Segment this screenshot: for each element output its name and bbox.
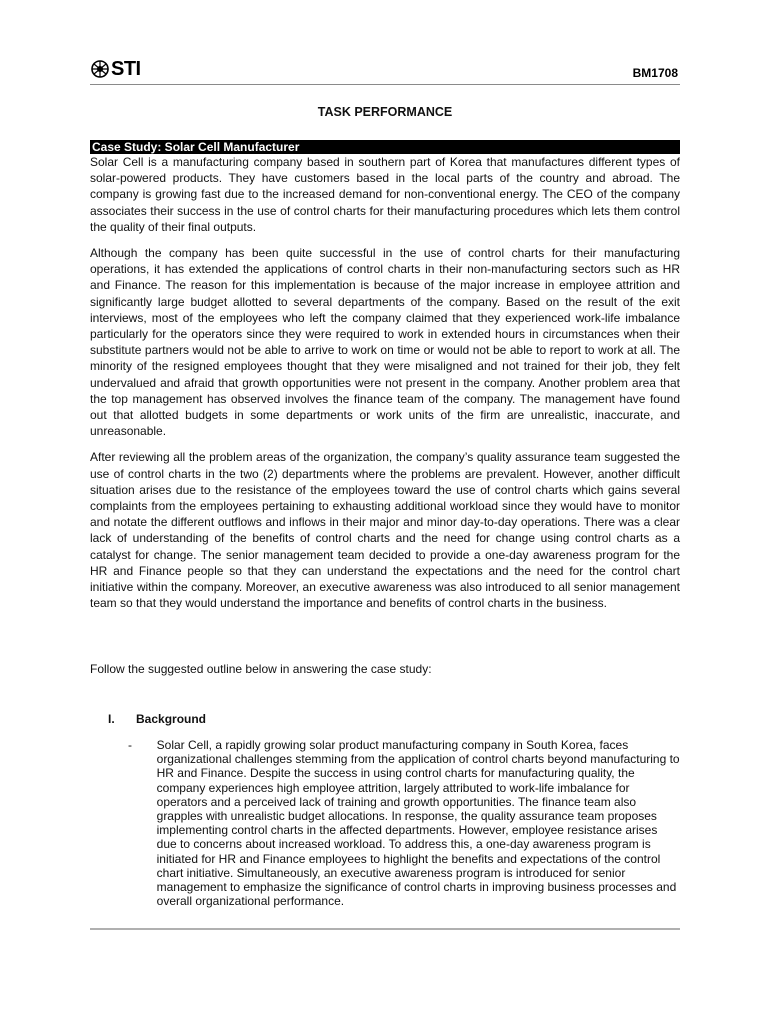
background-answer: Solar Cell, a rapidly growing solar product manufacturing company in South Korea, faces organizational challenges stemming from the application of control charts beyond manufacturing to HR and Finance. Despite the success in using control charts for manufacturing quality, the company experiences high employee attrition, largely attributed to work-life imbalance for operators and a perceived lack of training and growth opportunities. The finance team also grapples with unrealistic budget allocations. In response, the quality assurance team proposes implementing control charts in the affected departments. However, employee resistance arises due to concerns about increased workload. To address this, a one-day awareness program is initiated for HR and Finance employees to highlight the benefits and expectations of the control chart initiative. Simultaneously, an executive awareness program is introduced for senior management to emphasize the significance of control charts in improving business processes and overall organizational performance. xyxy=(156,738,680,909)
case-paragraph-2: Although the company has been quite successful in the use of control charts for their manufacturing operations, it has extended the applications of control charts in their non-manufacturing sectors such as HR and Finance. The reason for this implementation is because of the major increase in employee attrition and significantly large budget allotted to several departments of the company. Based on the result of the exit interviews, most of the employees who left the company claimed that they experienced work-life imbalance particularly for the operators since they were required to work in extended hours in circumstances when their substitute partners would not be able to arrive to work on time or would not be able to report to work at all. The minority of the resigned employees thought that they were misaligned and not trained for their job, they felt undervalued and afraid that growth opportunities were not present in the company. Another problem area that the top management has observed involves the finance team of the company. The management have found out that allotted budgets in some departments or work units of the firm are unrealistic, inaccurate, and unreasonable. xyxy=(90,246,680,439)
outline-instruction: Follow the suggested outline below in answering the case study: xyxy=(90,662,432,676)
header-divider xyxy=(90,84,680,85)
case-paragraph-1: Solar Cell is a manufacturing company based in southern part of Korea that manufactures different types of solar-powered products. They have customers based in the local parts of the country and abroad. The company is growing fast due to the increased demand for non-conventional energy. The CEO of the company associates their success in the use of control charts for their manufacturing procedures which lets them control the quality of their final outputs. xyxy=(90,155,680,234)
logo-text: STI xyxy=(111,58,141,80)
page-header xyxy=(90,54,680,84)
section-number: I. xyxy=(108,712,115,726)
list-item xyxy=(128,738,680,908)
page-title: TASK PERFORMANCE xyxy=(317,105,453,119)
logo-emblem-icon xyxy=(90,59,110,79)
case-study-section xyxy=(90,140,680,621)
section-heading xyxy=(108,712,206,726)
bullet-marker: - xyxy=(128,738,132,752)
footer-divider xyxy=(90,928,680,930)
document-code: BM1708 xyxy=(632,66,678,80)
sti-logo xyxy=(90,58,141,80)
case-paragraph-3: After reviewing all the problem areas of the organization, the company’s quality assurance team suggested the use of control charts in the two (2) departments where the problems are prevalent. However, another difficult situation arises due to the resistance of the employees toward the use of control charts which gains several complaints from the employees pertaining to exhausting additional workload since they would have to monitor and notate the different outflows and inflows in their major and minor day-to-day operations. There was a clear lack of understanding of the benefits of control charts and the need for change using control charts as a catalyst for change. The senior management team decided to provide a one-day awareness program for the HR and Finance people so that they can understand the expectations and the need for the control chart initiative within the company. Moreover, an executive awareness was also introduced to all senior management team so that they would understand the importance and benefits of control charts in the business. xyxy=(90,450,680,611)
case-study-heading: Case Study: Solar Cell Manufacturer xyxy=(90,140,680,154)
section-title: Background xyxy=(136,712,207,726)
